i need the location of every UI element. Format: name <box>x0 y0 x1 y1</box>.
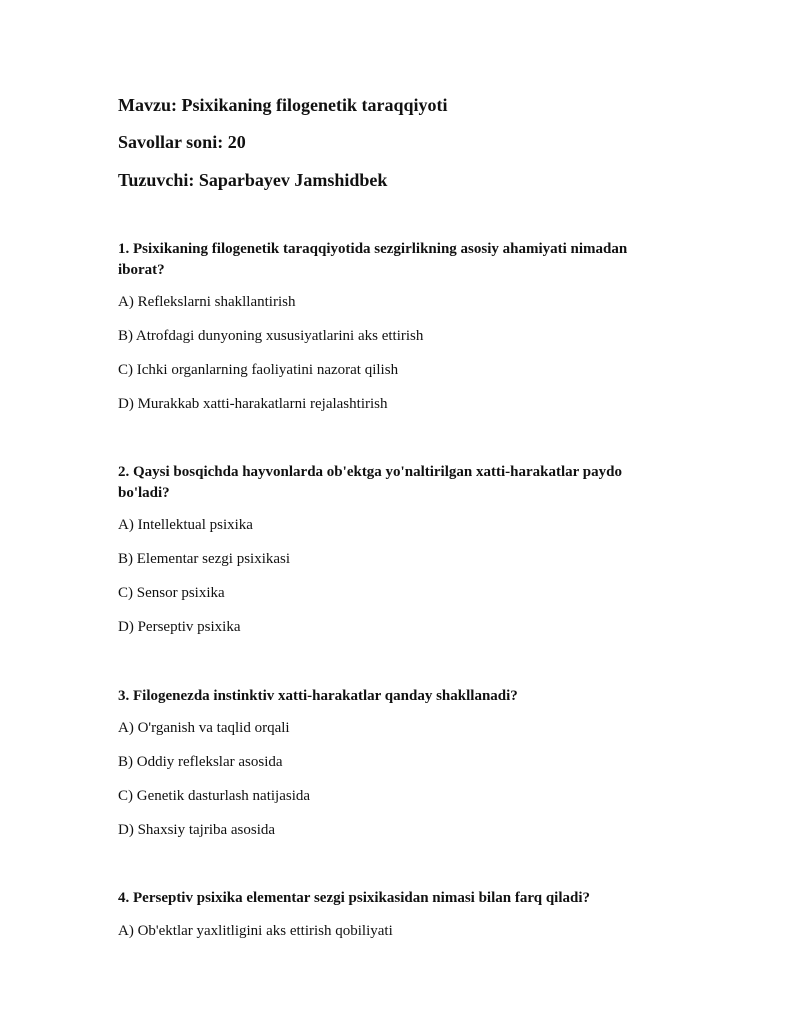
question-1-option-d: D) Murakkab xatti-harakatlarni rejalashtirish <box>118 396 388 412</box>
question-4: 4. Perseptiv psixika elementar sezgi psixikasidan nimasi bilan farq qiladi? <box>118 890 591 906</box>
question-3-option-b: B) Oddiy reflekslar asosida <box>118 754 283 770</box>
question-1-option-b: B) Atrofdagi dunyoning xususiyatlarini aks ettirish <box>118 328 424 344</box>
question-2-option-c: C) Sensor psixika <box>118 585 225 601</box>
question-3-option-c: C) Genetik dasturlash natijasida <box>118 788 311 804</box>
question-2-option-d: D) Perseptiv psixika <box>118 619 241 635</box>
document-author: Tuzuvchi: Saparbayev Jamshidbek <box>118 170 388 190</box>
question-1: 1. Psixikaning filogenetik taraqqiyotida sezgirlikning asosiy ahamiyati nimadan iborat? <box>118 241 628 278</box>
question-3: 3. Filogenezda instinktiv xatti-harakatlar qanday shakllanadi? <box>118 688 518 704</box>
question-2-option-a: A) Intellektual psixika <box>118 517 253 533</box>
question-2-option-b: B) Elementar sezgi psixikasi <box>118 551 291 567</box>
question-3-option-a: A) O'rganish va taqlid orqali <box>118 720 290 736</box>
question-1-option-c: C) Ichki organlarning faoliyatini nazorat qilish <box>118 362 399 378</box>
question-4-option-a: A) Ob'ektlar yaxlitligini aks ettirish qobiliyati <box>118 923 393 939</box>
question-2: 2. Qaysi bosqichda hayvonlarda ob'ektga yo'naltirilgan xatti-harakatlar paydo bo'ladi? <box>118 464 622 501</box>
document-topic: Mavzu: Psixikaning filogenetik taraqqiyoti <box>118 95 448 115</box>
question-1-option-a: A) Reflekslarni shakllantirish <box>118 294 296 310</box>
question-count: Savollar soni: 20 <box>118 132 246 152</box>
question-3-option-d: D) Shaxsiy tajriba asosida <box>118 822 276 838</box>
